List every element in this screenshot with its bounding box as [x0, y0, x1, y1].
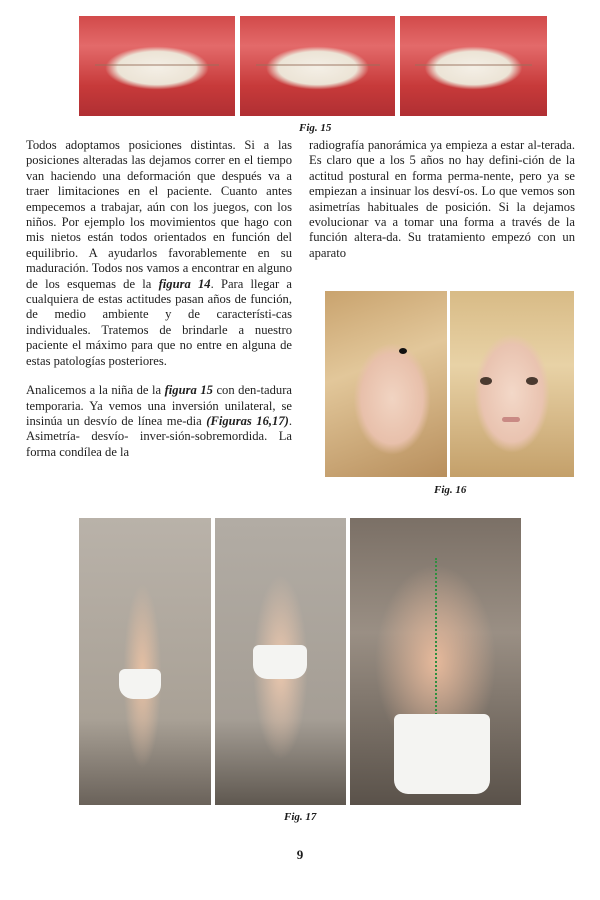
fig17-photo-front [215, 518, 346, 805]
right-paragraph-1: radiografía panorámica ya empieza a estar al-terada. Es claro que a los 5 años no hay defini-ción de la actitud postural en forma perma-nente, pero ya se empiezan a insinuar los desví-os. Lo que vemos son asimetrías habituales de posición. Si la dejamos evolucionar va a tomar una forma a través de la función altera-da. Su tratamiento empezó con un aparato [309, 138, 575, 260]
fig16-photo-profile [325, 291, 447, 477]
fig17-photo-back [350, 518, 521, 805]
left-paragraph-1: Todos adoptamos posiciones distintas. Si a las posiciones alteradas las dejamos correr en el tiempo van haciendo una deformación que después va a traer limitaciones en el paciente. Cuanto antes empecemos a trabajar, aún con los juegos, con los niños. Por ejemplo los movimientos que hago con mis nietos están todos orientados en función del equilibrio. A ayudarlos favorablemente en su maduración. Todos nos vamos a encontrar en alguno de los esquemas de la figura 14. Para llegar a cualquiera de estas actitudes pasan años de función, de medio ambiente y de característi-cas individuales. Tratemos de brindarle a nuestro paciente el máximo para que no entre en alguna de estas patologías posteriores. [26, 138, 292, 368]
fig15-photo-left [79, 16, 235, 116]
fig16-photo-front [450, 291, 574, 477]
left-paragraph-2: Analicemos a la niña de la figura 15 con den-tadura temporaria. Ya vemos una inversión unilateral, se insinúa un desvío de línea me-dia (Figuras 16,17). Asimetría- desvío- inver-sión-sobremordida. La forma condílea de la [26, 383, 292, 459]
fig15-photo-right [400, 16, 547, 116]
fig16-caption: Fig. 16 [434, 484, 467, 496]
figure-reference: figura 15 [164, 383, 213, 398]
figure-reference: (Figuras 16,17) [206, 413, 289, 428]
fig17-caption: Fig. 17 [284, 811, 317, 823]
fig15-photo-center [240, 16, 395, 116]
figure-reference: figura 14 [158, 276, 211, 291]
right-column [309, 138, 575, 261]
fig15-caption: Fig. 15 [299, 122, 332, 134]
page-number: 9 [296, 847, 304, 862]
fig17-photo-side [79, 518, 211, 805]
left-column [26, 138, 292, 460]
